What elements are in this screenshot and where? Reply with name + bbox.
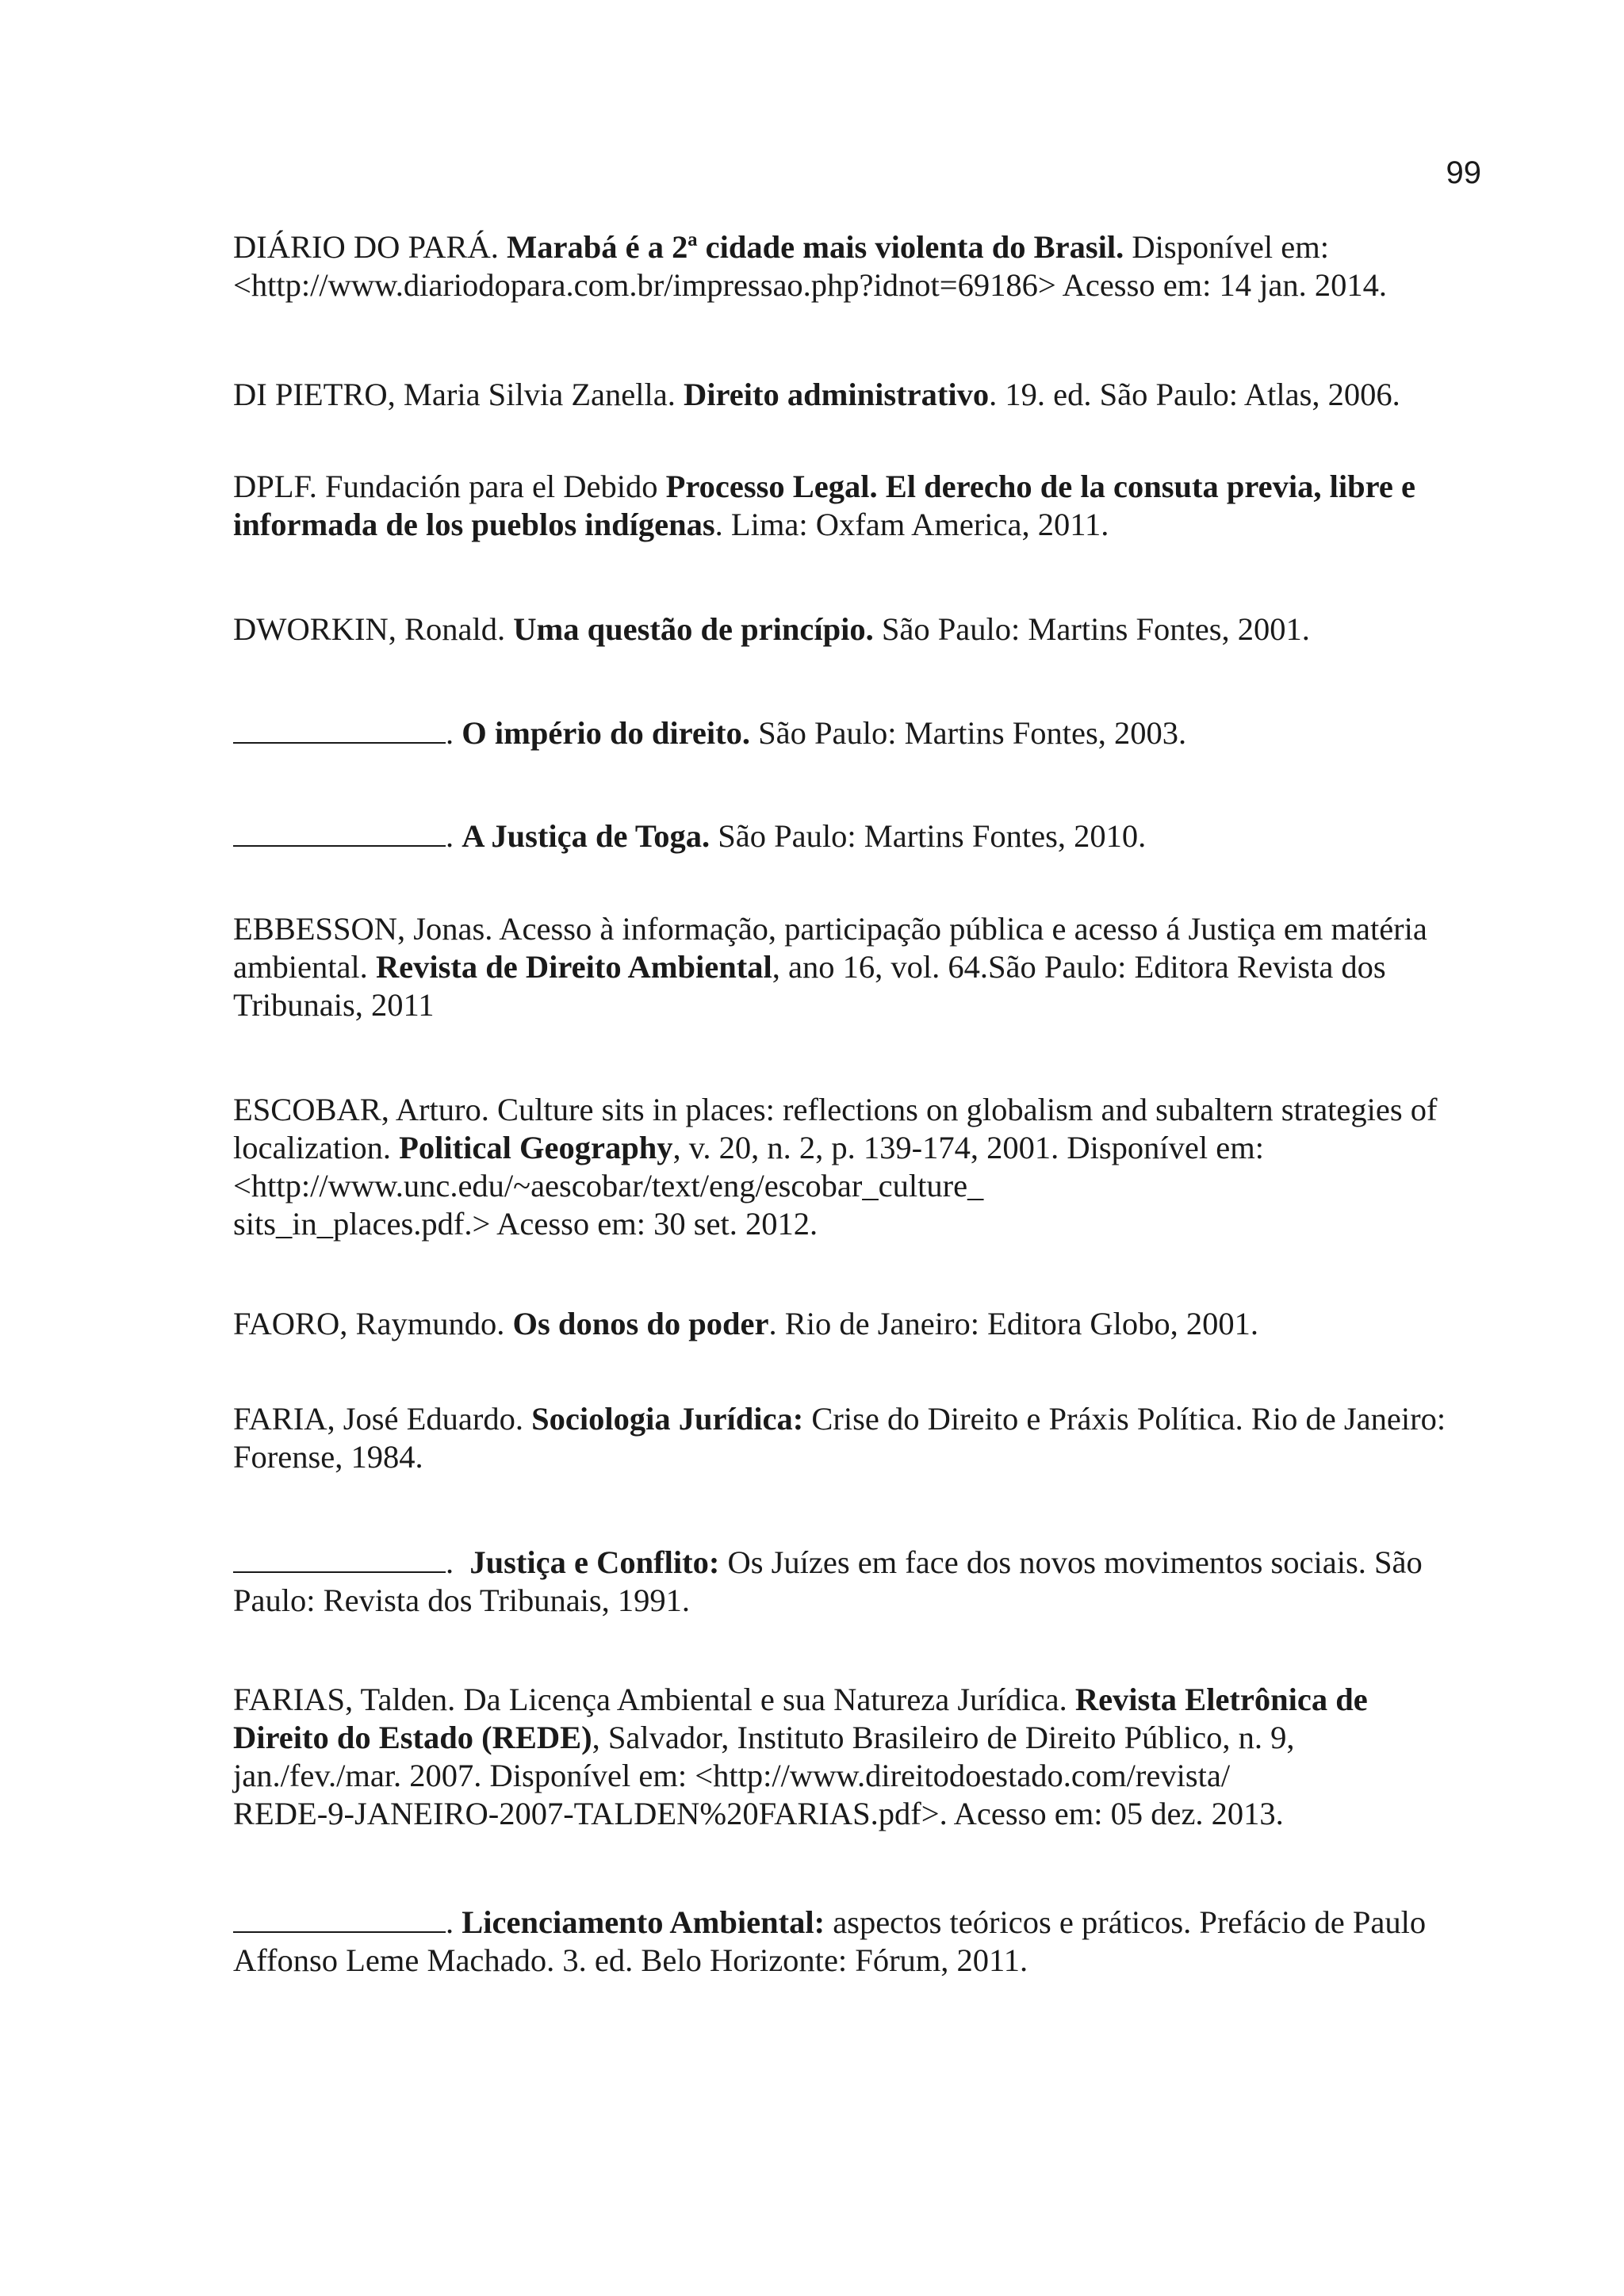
reference-text: ESCOBAR, Arturo. Culture sits in places: reflections on globalism and subaltern strategies of localization. bbox=[233, 1092, 1438, 1165]
reference-text: , ano 16, vol. 64.São Paulo: Editora Revista dos Tribunais, 2011 bbox=[233, 949, 1386, 1023]
reference-entry bbox=[233, 228, 1486, 304]
reference-text: . bbox=[446, 1544, 470, 1580]
reference-text: FAORO, Raymundo. bbox=[233, 1306, 513, 1341]
reference-title: O império do direito. bbox=[462, 715, 750, 751]
reference-text: DWORKIN, Ronald. bbox=[233, 611, 514, 647]
reference-text: . Lima: Oxfam America, 2011. bbox=[714, 507, 1109, 542]
reference-text: , v. 20, n. 2, p. 139-174, 2001. Disponível em: <http://www.unc.edu/~aescobar/text/eng/escobar_culture_ sits_in_places.pdf.> Acesso em: 30 set. 2012. bbox=[233, 1130, 1264, 1242]
reference-text: . Rio de Janeiro: Editora Globo, 2001. bbox=[768, 1306, 1259, 1341]
reference-entry bbox=[233, 610, 1486, 649]
reference-title: Revista de Direito Ambiental bbox=[375, 949, 772, 985]
reference-text: DIÁRIO DO PARÁ. bbox=[233, 229, 508, 265]
reference-entry bbox=[233, 376, 1486, 414]
reference-entry bbox=[233, 1305, 1486, 1343]
author-repeat-rule bbox=[233, 714, 446, 744]
page-number: 99 bbox=[1446, 155, 1481, 190]
reference-text: São Paulo: Martins Fontes, 2003. bbox=[749, 715, 1187, 751]
reference-title: Justiça e Conflito: bbox=[469, 1544, 720, 1580]
reference-title: Sociologia Jurídica: bbox=[531, 1401, 804, 1437]
reference-entry bbox=[233, 1681, 1486, 1833]
reference-entry bbox=[233, 468, 1486, 544]
reference-entry bbox=[233, 1091, 1486, 1243]
reference-text: DI PIETRO, Maria Silvia Zanella. bbox=[233, 377, 684, 412]
author-repeat-rule bbox=[233, 1903, 446, 1933]
reference-text: aspectos teóricos e práticos. Prefácio de Paulo Affonso Leme Machado. 3. ed. Belo Horizonte: Fórum, 2011. bbox=[233, 1904, 1427, 1978]
reference-text: . bbox=[446, 715, 462, 751]
reference-text: Os Juízes em face dos novos movimentos sociais. São Paulo: Revista dos Tribunais, 1991. bbox=[233, 1544, 1423, 1618]
reference-title: Os donos do poder bbox=[512, 1306, 769, 1341]
reference-text: . 19. ed. São Paulo: Atlas, 2006. bbox=[989, 377, 1400, 412]
reference-title: Marabá é a 2ª cidade mais violenta do Brasil. bbox=[507, 229, 1124, 265]
author-repeat-rule bbox=[233, 817, 446, 847]
reference-title: Licenciamento Ambiental: bbox=[462, 1904, 825, 1940]
reference-title: Revista Eletrônica de Direito do Estado (REDE) bbox=[233, 1682, 1368, 1755]
reference-text: São Paulo: Martins Fontes, 2001. bbox=[873, 611, 1310, 647]
reference-title: Uma questão de princípio. bbox=[513, 611, 874, 647]
reference-entry bbox=[233, 1543, 1486, 1620]
reference-entry bbox=[233, 817, 1486, 855]
reference-text: . bbox=[446, 818, 462, 854]
reference-title: Political Geography bbox=[399, 1130, 673, 1165]
reference-text: , Salvador, Instituto Brasileiro de Direito Público, n. 9, jan./fev./mar. 2007. Disponível em: <http://www.direitodoestado.com/revista/ REDE-9-JANEIRO-2007-TALDEN%20FARIAS.pdf>. Acesso em: 05 dez. 2013. bbox=[233, 1720, 1295, 1831]
reference-entry bbox=[233, 1903, 1486, 1980]
author-repeat-rule bbox=[233, 1543, 446, 1573]
reference-text: Crise do Direito e Práxis Política. Rio de Janeiro: Forense, 1984. bbox=[233, 1401, 1446, 1475]
reference-text: FARIA, José Eduardo. bbox=[233, 1401, 532, 1437]
reference-title: A Justiça de Toga. bbox=[462, 818, 710, 854]
reference-text: FARIAS, Talden. Da Licença Ambiental e sua Natureza Jurídica. bbox=[233, 1682, 1075, 1717]
reference-text: Disponível em: <http://www.diariodopara.com.br/impressao.php?idnot=69186> Acesso em: 14 jan. 2014. bbox=[233, 229, 1388, 303]
reference-title: Processo Legal. El derecho de la consuta previa, libre e informada de los pueblos indígenas bbox=[233, 469, 1415, 542]
reference-text: . bbox=[446, 1904, 462, 1940]
reference-text: EBBESSON, Jonas. Acesso à informação, participação pública e acesso á Justiça em matéria ambiental. bbox=[233, 911, 1427, 985]
reference-text: DPLF. Fundación para el Debido bbox=[233, 469, 666, 504]
reference-text: São Paulo: Martins Fontes, 2010. bbox=[710, 818, 1147, 854]
reference-entry bbox=[233, 714, 1486, 752]
reference-entry bbox=[233, 910, 1486, 1024]
reference-title: Direito administrativo bbox=[684, 377, 990, 412]
reference-entry bbox=[233, 1400, 1486, 1476]
